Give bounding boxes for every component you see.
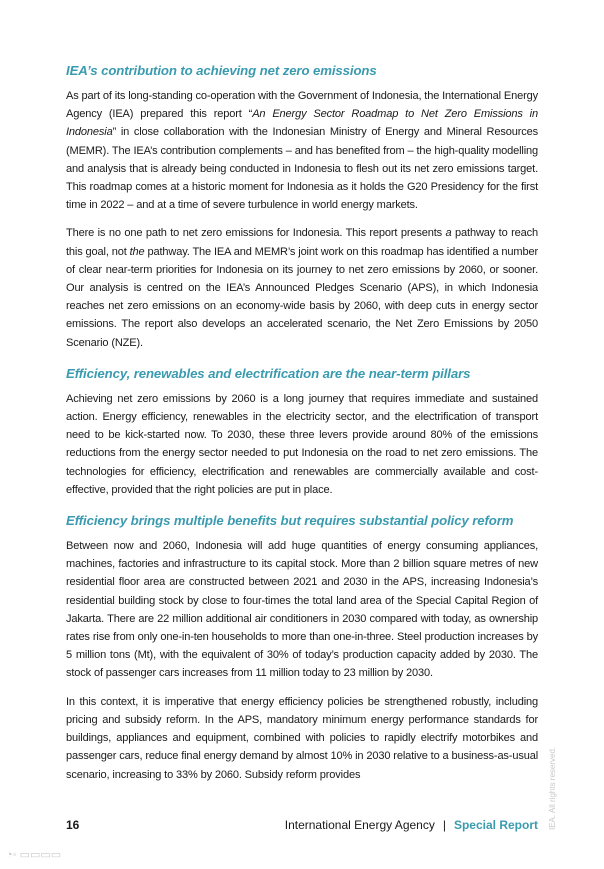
publisher-name: International Energy Agency bbox=[284, 818, 435, 832]
text: As part of its long-standing co-operation with the Government of Indonesia, the International Energy Agency (IEA) prepared this report “ bbox=[66, 90, 538, 121]
paragraph: In this context, it is imperative that energy efficiency policies be strengthened robustly, including pricing and subsidy reform. In the APS, mandatory minimum energy performance standards for buildings, appliances and equipment, combined with policies to rapidly electrify motorbikes and passenger cars, reduce final energy demand by almost 10% in 2030 relative to a business-as-usual scenario, increasing to 33% by 2060. Subsidy reform provides bbox=[66, 695, 538, 781]
watermark-logo: ◔◦ ▭▭▭▭ bbox=[6, 849, 62, 861]
page-content bbox=[66, 63, 538, 794]
section-heading: IEA’s contribution to achieving net zero emissions bbox=[66, 63, 377, 78]
paragraph: Achieving net zero emissions by 2060 is a long journey that requires immediate and sustained action. Energy efficiency, renewables in the electricity sector, and the electrification of transport need to be kick-started now. To 2030, these three levers provide around 80% of the emissions reductions from the energy sector needed to put Indonesia on the road to net zero emissions. The technologies for efficiency, electrification and renewables are commercially available and cost-effective, provided that the right policies are put in place. bbox=[66, 392, 538, 496]
page-footer bbox=[66, 818, 538, 836]
emphasis: the bbox=[129, 245, 145, 258]
text: ” in close collaboration with the Indonesian Ministry of Energy and Mineral Resources (MEMR). The IEA’s contribution complements – and has benefited from – the high-quality modelling and analysis that is already being conducted in Indonesia to flesh out its net zero emissions target. This roadmap comes at a historic moment for Indonesia as it holds the G20 Presidency for the first time in 2022 – and at a time of severe turbulence in world energy markets. bbox=[66, 126, 538, 212]
text: pathway to reach this goal, not bbox=[66, 227, 538, 258]
text: There is no one path to net zero emissions for Indonesia. This report presents bbox=[66, 227, 446, 240]
paragraph bbox=[66, 224, 538, 351]
section-heading: Efficiency brings multiple benefits but requires substantial policy reform bbox=[66, 513, 514, 529]
separator: | bbox=[442, 818, 446, 832]
rights-notice: IEA. All rights reserved. bbox=[548, 746, 557, 830]
emphasis: a bbox=[445, 227, 452, 240]
footer-publisher-line bbox=[285, 818, 538, 832]
report-title: An Energy Sector Roadmap to Net Zero Emissions in Indonesia bbox=[66, 108, 538, 139]
paragraph: Between now and 2060, Indonesia will add huge quantities of energy consuming appliances, machines, factories and infrastructure to its capital stock. More than 2 billion square metres of new residential floor area are constructed between 2021 and 2030 in the APS, increasing Indonesia’s residential building stock by close to four-times the total land area of the Special Capital Region of Jakarta. There are 22 million additional air conditioners in 2030 compared with today, as ownership rates rise from only one-in-ten households to more than one-in-three. Steel production increases by 5 million tons (Mt), with the equivalent of 30% of today’s production capacity added by 2030. The stock of passenger cars increases from 11 million today to 23 million by 2030. bbox=[66, 540, 538, 680]
report-type: Special Report bbox=[453, 818, 538, 832]
page-number: 16 bbox=[66, 818, 80, 832]
text: pathway. The IEA and MEMR’s joint work on this roadmap has identified a number of clear near-term priorities for Indonesia on its journey to net zero emissions by 2060, or sooner. Our analysis is centred on the IEA’s Announced Pledges Scenario (APS), in which Indonesia reaches net zero emissions on an economy-wide basis by 2060, with deep cuts in energy sector emissions. The report also develops an accelerated scenario, the Net Zero Emissions by 2050 Scenario (NZE). bbox=[66, 245, 538, 349]
section-heading: Efficiency, renewables and electrification are the near-term pillars bbox=[66, 365, 471, 381]
paragraph bbox=[66, 87, 538, 214]
